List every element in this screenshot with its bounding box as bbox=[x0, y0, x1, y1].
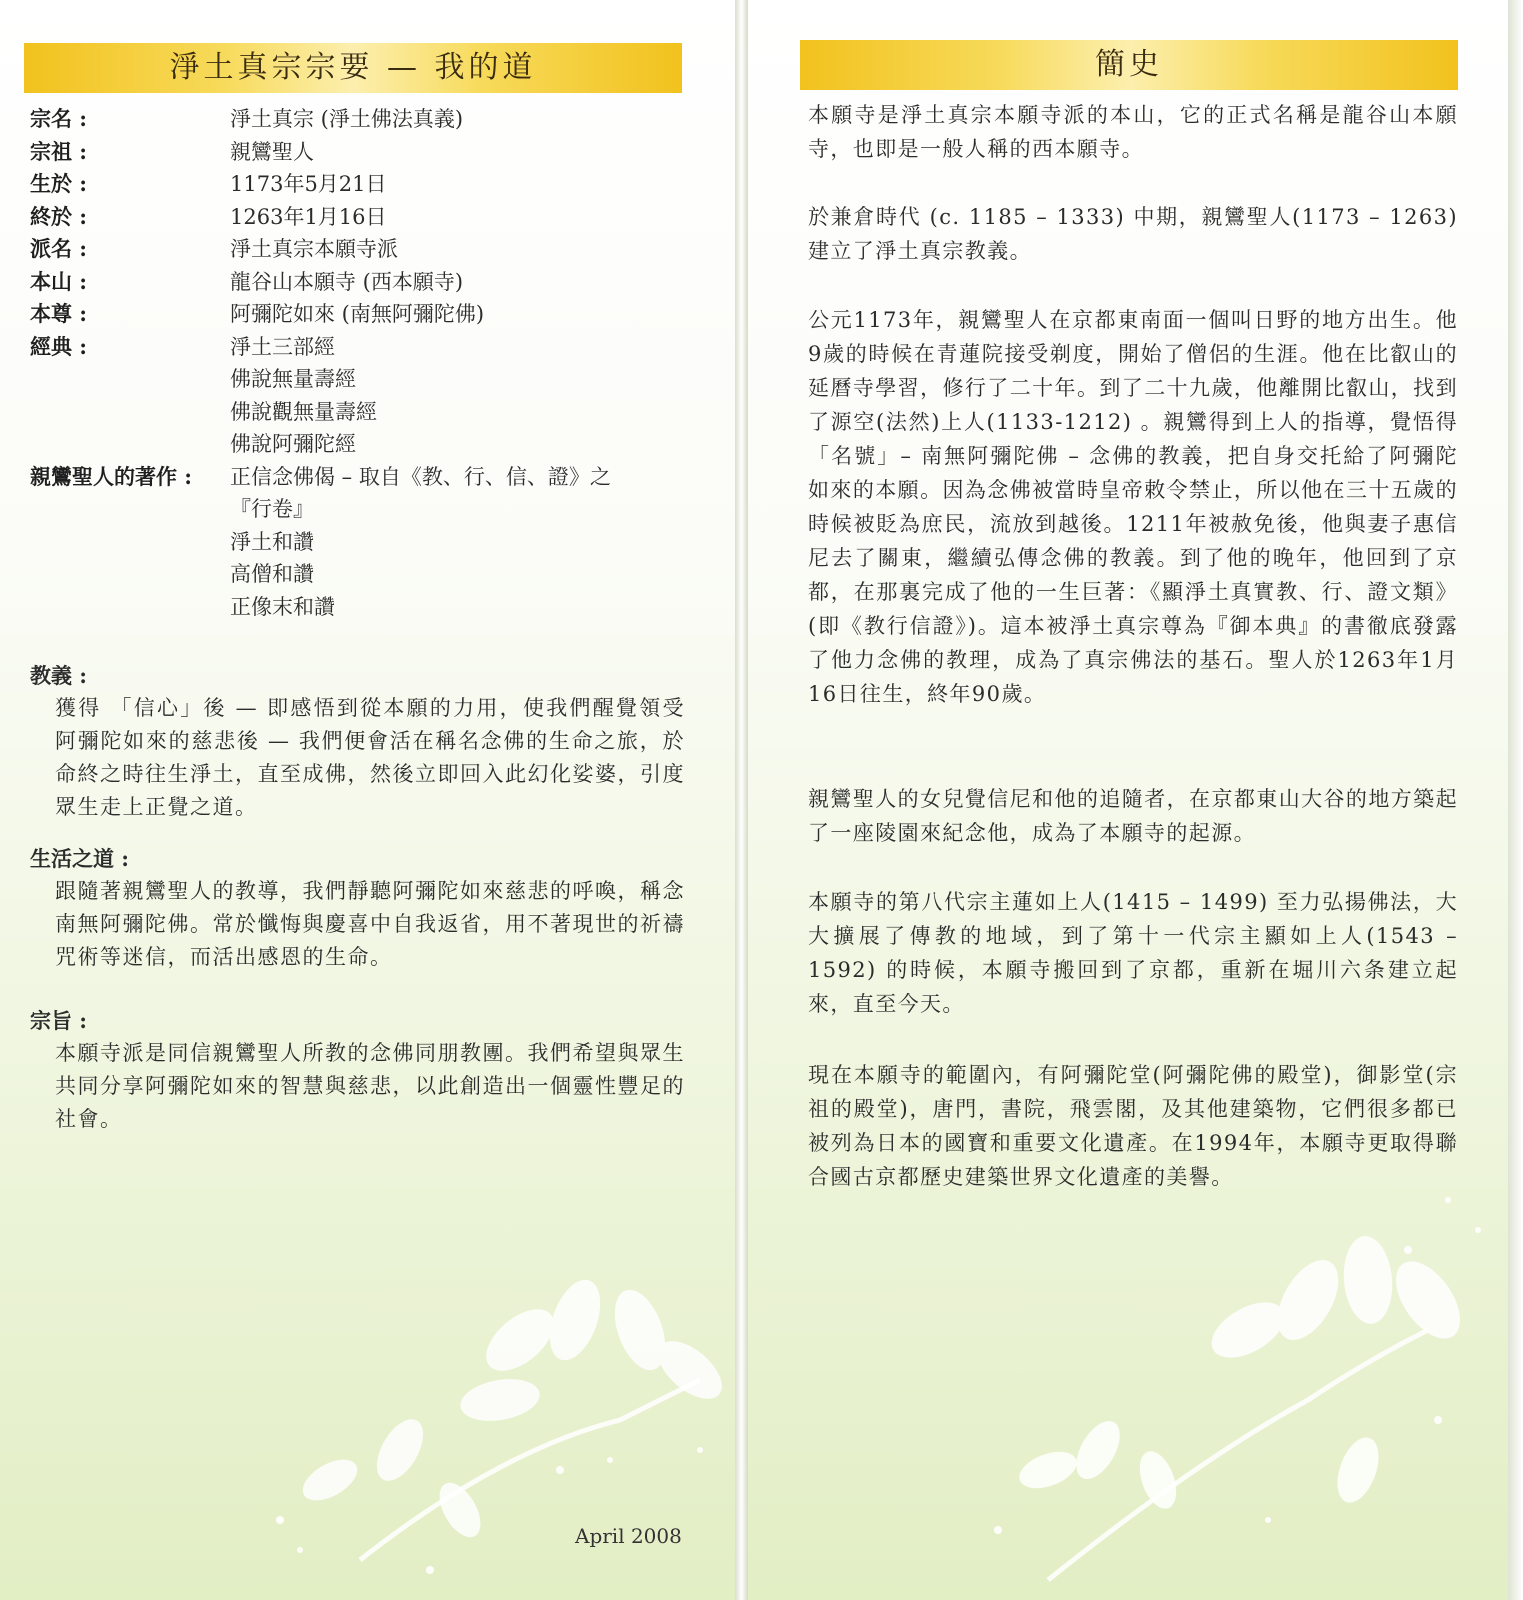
info-value: 正信念佛偈 – 取自《教、行、信、證》之 bbox=[230, 464, 611, 489]
info-value: 淨土真宗本願寺派 bbox=[230, 237, 398, 261]
section-doctrine bbox=[30, 660, 685, 824]
info-row-school bbox=[30, 103, 720, 136]
section-heading: 宗旨 : bbox=[30, 1008, 88, 1033]
info-list bbox=[30, 103, 720, 623]
history-title: 簡史 bbox=[800, 40, 1458, 90]
history-paragraph: 公元1173年，親鸞聖人在京都東南面一個叫日野的地方出生。他9歲的時候在青蓮院接受剃度，開始了僧侶的生涯。他在比叡山的延曆寺學習，修行了二十年。到了二十九歲，他離開比叡山，找到了源空(法然)上人(1133-1212) 。親鸞得到上人的指導，覺悟得「名號」– 南無阿彌陀佛 – 念佛的教義，把自身交托給了阿彌陀如來的本願。因為念佛被當時皇帝敕令禁止，所以他在三十五歲的時候被貶為庶民，流放到越後。1211年被赦免後，他與妻子惠信尼去了關東，繼續弘傳念佛的教義。到了他的晚年，他回到了京都，在那裏完成了他的一生巨著：《顯淨土真實教、行、證文類》(即《教行信證》)。這本被淨土真宗尊為『御本典』的書徹底發露了他力念佛的教理，成為了真宗佛法的基石。聖人於1263年1月16日往生，終年90歲。 bbox=[808, 308, 1458, 706]
info-value: 佛說無量壽經 bbox=[230, 367, 356, 391]
history-paragraph: 現在本願寺的範圍內，有阿彌陀堂(阿彌陀佛的殿堂)，御影堂(宗祖的殿堂)，唐門，書院，飛雲閣，及其他建築物，它們很多都已被列為日本的國寶和重要文化遺產。在1994年，本願寺更取得聯合國古京都歷史建築世界文化遺產的美譽。 bbox=[808, 1063, 1458, 1189]
info-value: 佛說觀無量壽經 bbox=[230, 399, 377, 424]
page-fold bbox=[735, 0, 748, 1600]
info-label: 經典 : bbox=[30, 333, 88, 359]
info-label: 本尊 : bbox=[30, 301, 88, 326]
info-row-died bbox=[30, 201, 720, 234]
history-paragraph: 親鸞聖人的女兒覺信尼和他的追隨者，在京都東山大谷的地方築起了一座陵園來紀念他，成為了本願寺的起源。 bbox=[808, 787, 1458, 845]
info-row-sect bbox=[30, 233, 720, 266]
page-title: 淨土真宗宗要 — 我的道 bbox=[24, 43, 682, 93]
info-value: 親鸞聖人 bbox=[230, 139, 314, 164]
info-label: 宗祖 : bbox=[30, 138, 88, 164]
info-value: 佛說阿彌陀經 bbox=[230, 432, 356, 456]
history-paragraph: 於兼倉時代 (c. 1185 – 1333) 中期，親鸞聖人(1173 – 1263)建立了淨土真宗教義。 bbox=[808, 205, 1458, 263]
info-label: 生於 : bbox=[30, 171, 88, 196]
section-heading: 生活之道 : bbox=[30, 846, 130, 871]
info-row-writings bbox=[30, 461, 720, 624]
info-row-born bbox=[30, 168, 720, 201]
info-label: 本山 : bbox=[30, 268, 88, 294]
info-value: 阿彌陀如來 (南無阿彌陀佛) bbox=[230, 302, 485, 326]
info-value: 『行卷』 bbox=[230, 497, 314, 521]
info-label: 派名 : bbox=[30, 236, 88, 261]
info-label: 宗名 : bbox=[30, 106, 88, 131]
info-row-head-temple bbox=[30, 266, 720, 299]
footer-date: April 2008 bbox=[575, 1524, 682, 1548]
right-page bbox=[748, 0, 1508, 1600]
section-body: 本願寺派是同信親鸞聖人所教的念佛同朋教團。我們希望與眾生共同分享阿彌陀如來的智慧與慈悲，以此創造出一個靈性豐足的社會。 bbox=[55, 1041, 685, 1131]
info-value: 正像末和讚 bbox=[230, 594, 335, 619]
left-page bbox=[0, 0, 735, 1600]
section-heading: 教義 : bbox=[30, 663, 88, 688]
section-body: 跟隨著親鸞聖人的教導，我們靜聽阿彌陀如來慈悲的呼喚，稱念南無阿彌陀佛。常於懺悔與慶喜中自我返省，用不著現世的祈禱咒術等迷信，而活出感恩的生命。 bbox=[55, 879, 685, 969]
history-paragraph: 本願寺是淨土真宗本願寺派的本山，它的正式名稱是龍谷山本願寺，也即是一般人稱的西本願寺。 bbox=[808, 103, 1458, 161]
info-value: 1173年5月21日 bbox=[230, 172, 387, 196]
section-purpose bbox=[30, 1005, 685, 1136]
info-label: 親鸞聖人的著作 : bbox=[30, 463, 193, 489]
section-way-of-life bbox=[30, 843, 685, 974]
info-row-sutras bbox=[30, 331, 720, 461]
info-value: 1263年1月16日 bbox=[230, 204, 387, 229]
page-edge bbox=[1508, 0, 1523, 1600]
info-value: 高僧和讚 bbox=[230, 562, 314, 586]
info-value: 淨土和讚 bbox=[230, 529, 314, 554]
info-row-founder bbox=[30, 136, 720, 169]
section-body: 獲得 「信心」後 — 即感悟到從本願的力用，使我們醒覺領受阿彌陀如來的慈悲後 — 我們便會活在稱名念佛的生命之旅，於命終之時往生淨土，直至成佛，然後立即回入此幻化娑婆，引度眾生走上正覺之道。 bbox=[55, 696, 685, 819]
info-label: 終於 : bbox=[30, 203, 88, 229]
info-row-object-of-veneration bbox=[30, 298, 720, 331]
info-value: 龍谷山本願寺 (西本願寺) bbox=[230, 269, 464, 294]
info-value: 淨土三部經 bbox=[230, 334, 335, 359]
history-paragraph: 本願寺的第八代宗主蓮如上人(1415 – 1499) 至力弘揚佛法，大大擴展了傳教的地域，到了第十一代宗主顯如上人(1543 – 1592) 的時候，本願寺搬回到了京都，重新在堀川六条建立起來，直至今天。 bbox=[808, 890, 1458, 1016]
info-value: 淨土真宗 (淨土佛法真義) bbox=[230, 107, 464, 131]
